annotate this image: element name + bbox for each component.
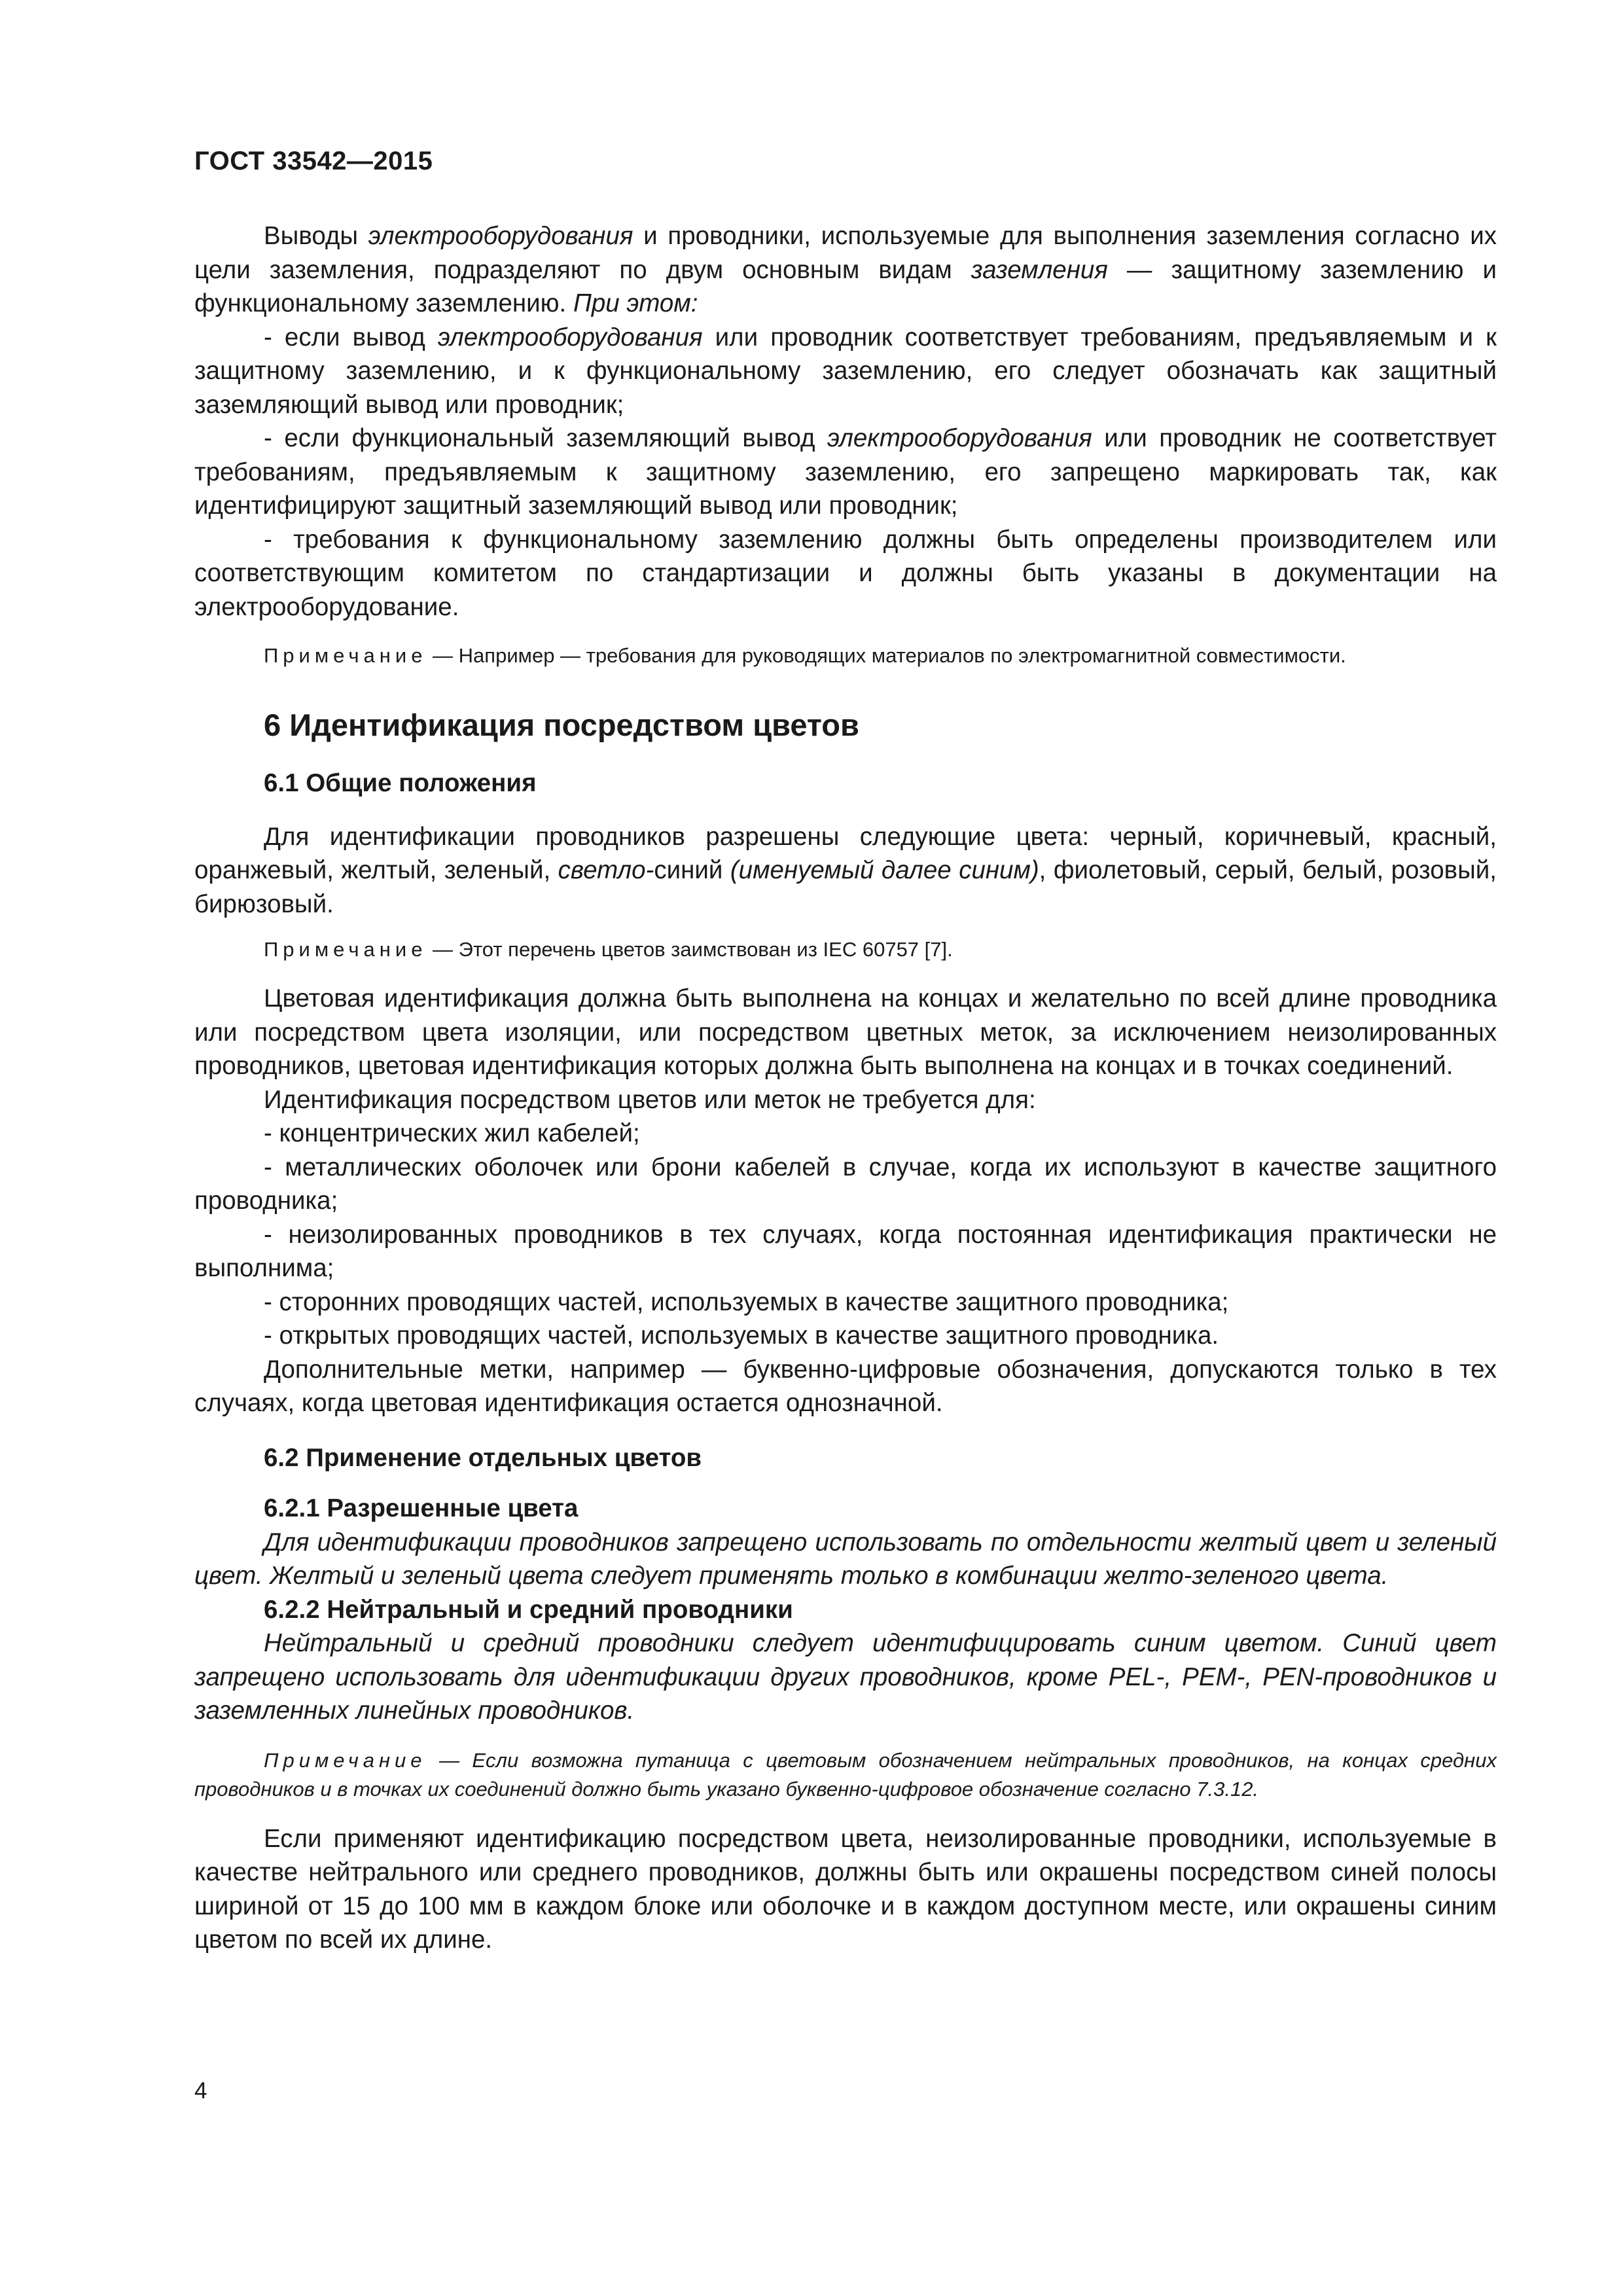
clause-heading: 6.2.2 Нейтральный и средний проводники bbox=[264, 1595, 793, 1624]
note-label: Примечание bbox=[264, 938, 427, 961]
text-run: или проводник не соответствует требованиям, предъявляемым к защитному заземлению, его запрещено маркировать так, как идентифицируют защитный заземляющий вывод или проводник; bbox=[194, 424, 1497, 520]
text-run: или проводник соответствует требованиям, предъявляемым и к защитному заземлению, и к функциональному заземлению, его следует обозначать как защитный заземляющий вывод или проводник; bbox=[194, 323, 1497, 419]
text-run: - если функциональный заземляющий вывод bbox=[264, 424, 828, 452]
italic-term: (именуемый далее синим) bbox=[730, 856, 1039, 884]
paragraph: Нейтральный и средний проводники следует идентифицировать синим цветом. Синий цвет запрещено использовать для идентификации других проводников, кроме PEL-, PEM-, PEN-проводников и заземленных линейных проводников. bbox=[194, 1629, 1497, 1725]
italic-term: При этом: bbox=[573, 289, 698, 317]
text-run: - если вывод bbox=[264, 323, 438, 351]
italic-term: электрооборудования bbox=[437, 323, 703, 351]
subsection-heading: 6.1 Общие положения bbox=[264, 769, 537, 797]
paragraph: Дополнительные метки, например — буквенно-цифровые обозначения, допускаются только в тех случаях, когда цветовая идентификация остается однозначной. bbox=[194, 1355, 1497, 1417]
italic-term: светло- bbox=[558, 856, 654, 884]
clause-heading: 6.2.1 Разрешенные цвета bbox=[264, 1494, 579, 1522]
text-run: синий bbox=[654, 856, 730, 884]
intro-paragraph bbox=[194, 219, 1497, 321]
section-heading: 6 Идентификация посредством цветов bbox=[264, 708, 859, 742]
list-item bbox=[194, 422, 1497, 523]
text-run: Для идентификации проводников разрешены следующие цвета: черный, коричневый, красный, оранжевый, желтый, зеленый, bbox=[194, 822, 1497, 884]
document-body bbox=[194, 219, 1497, 1957]
note-label: Примечание bbox=[264, 1748, 427, 1772]
text-run: — защитному заземлению и функциональному заземлению. bbox=[194, 255, 1497, 317]
note-label: Примечание bbox=[264, 644, 427, 667]
list-item: - сторонних проводящих частей, используемых в качестве защитного проводника; bbox=[264, 1287, 1229, 1316]
list-item: - металлических оболочек или брони кабелей в случае, когда их используют в качестве защитного проводника; bbox=[194, 1153, 1497, 1215]
italic-term: электрооборудования bbox=[368, 222, 633, 250]
list-item: - концентрических жил кабелей; bbox=[264, 1119, 640, 1147]
note-text: — Если возможна путаница с цветовым обозначением нейтральных проводников, на концах средних проводников и в точках их соединений должно быть указано буквенно-цифровое обозначение согласно 7.3.12. bbox=[194, 1748, 1497, 1801]
paragraph: Для идентификации проводников запрещено использовать по отдельности желтый цвет и зеленый цвет. Желтый и зеленый цвета следует применять только в комбинации желто-зеленого цвета. bbox=[194, 1528, 1497, 1590]
paragraph: Если применяют идентификацию посредством цвета, неизолированные проводники, используемые в качестве нейтрального или среднего проводников, должны быть или окрашены посредством синей полосы шириной от 15 до 100 мм в каждом блоке или оболочке и в каждом доступном месте, или окрашены синим цветом по всей их длине. bbox=[194, 1824, 1497, 1954]
text-run: , фиолетовый, серый, белый, розовый, бирюзовый. bbox=[194, 856, 1497, 918]
list-item: - неизолированных проводников в тех случаях, когда постоянная идентификация практически не выполнима; bbox=[194, 1220, 1497, 1282]
note bbox=[194, 935, 1497, 964]
note-text: — Например — требования для руководящих материалов по электромагнитной совместимости. bbox=[427, 644, 1346, 667]
text-run: Выводы bbox=[264, 222, 368, 250]
paragraph bbox=[194, 820, 1497, 922]
list-item: - открытых проводящих частей, используемых в качестве защитного проводника. bbox=[264, 1321, 1219, 1350]
text-run: и проводники, используемые для выполнения заземления согласно их цели заземления, подразделяют по двум основным видам bbox=[194, 222, 1497, 284]
note bbox=[194, 641, 1497, 670]
page-number: 4 bbox=[194, 2078, 207, 2104]
italic-term: электрооборудования bbox=[827, 424, 1092, 452]
document-header: ГОСТ 33542—2015 bbox=[194, 147, 433, 175]
list-item: - требования к функциональному заземлению должны быть определены производителем или соответствующим комитетом по стандартизации и должны быть указаны в документации на электрооборудование. bbox=[194, 525, 1497, 621]
note-text: — Этот перечень цветов заимствован из IEC 60757 [7]. bbox=[427, 938, 953, 961]
list-item bbox=[194, 321, 1497, 422]
italic-term: заземления bbox=[971, 255, 1108, 284]
note bbox=[194, 1746, 1497, 1804]
subsection-heading: 6.2 Применение отдельных цветов bbox=[264, 1443, 702, 1472]
paragraph: Идентификация посредством цветов или меток не требуется для: bbox=[264, 1085, 1036, 1114]
paragraph: Цветовая идентификация должна быть выполнена на концах и желательно по всей длине проводника или посредством цвета изоляции, или посредством цветных меток, за исключением неизолированных проводников, цветовая идентификация которых должна быть выполнена на концах и в точках соединений. bbox=[194, 984, 1497, 1080]
